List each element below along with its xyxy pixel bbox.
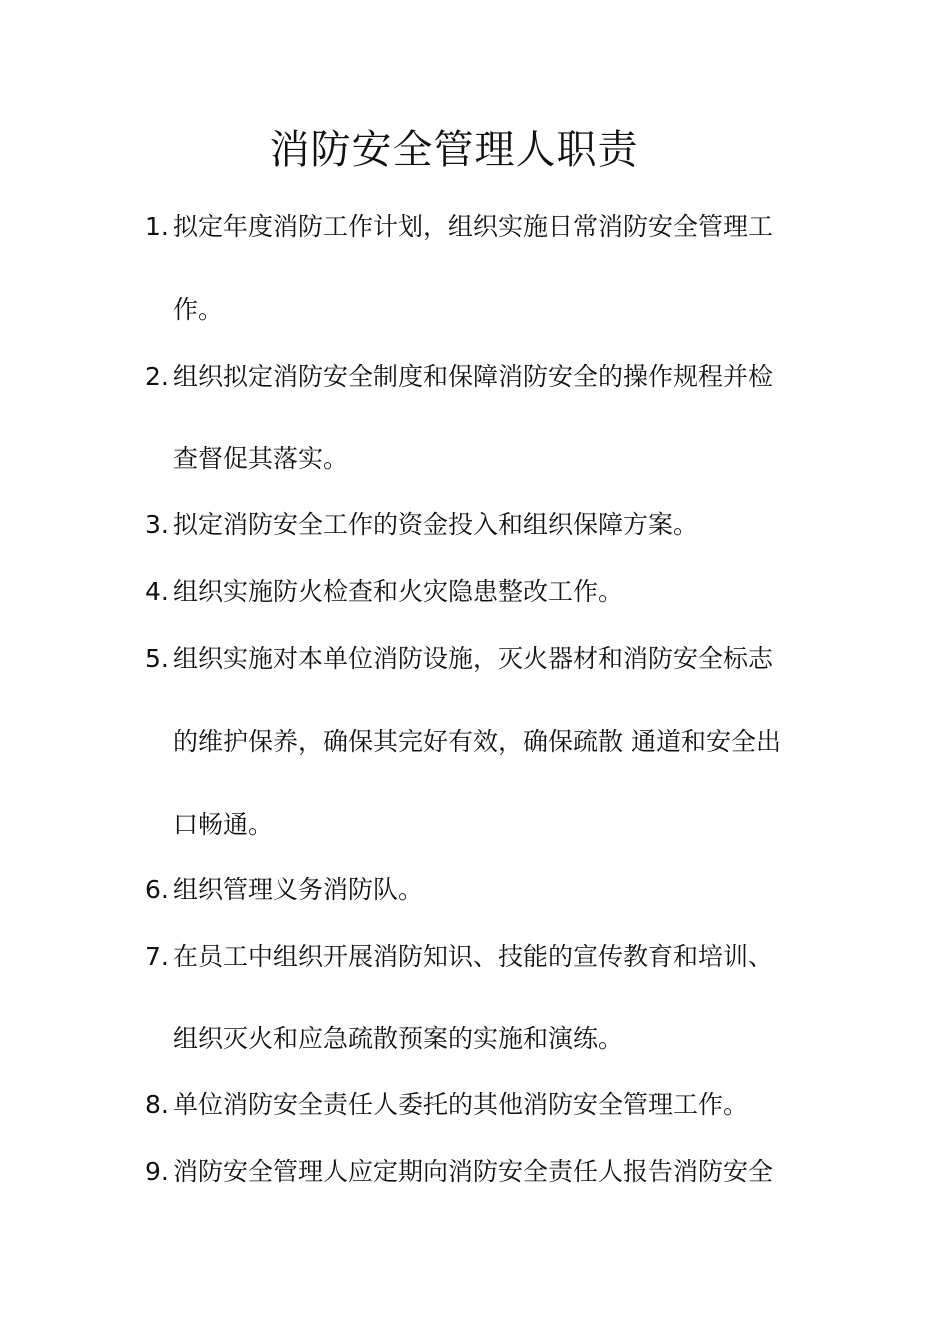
list-item-8-line-1 <box>145 1087 748 1123</box>
list-item-text: 在员工中组织开展消防知识、技能的宣传教育和培训、 <box>173 942 774 971</box>
list-item-9-line-1 <box>145 1154 773 1190</box>
list-item-number: 5. <box>145 644 169 673</box>
list-item-number: 7. <box>145 942 169 971</box>
list-item-text: 组织实施防火检查和火灾隐患整改工作。 <box>173 577 624 606</box>
list-item-3-line-1 <box>145 507 698 543</box>
list-item-text: 拟定消防安全工作的资金投入和组织保障方案。 <box>173 510 699 539</box>
list-item-2-line-1 <box>145 359 773 395</box>
list-item-2-line-2: 查督促其落实。 <box>173 444 349 473</box>
list-item-number: 6. <box>145 875 169 904</box>
list-item-1-line-1 <box>145 209 773 245</box>
list-item-number: 2. <box>145 362 169 391</box>
list-item-7-line-2: 组织灭火和应急疏散预案的实施和演练。 <box>173 1024 624 1053</box>
list-item-4-line-1 <box>145 574 623 610</box>
list-item-number: 8. <box>145 1090 169 1119</box>
list-item-text: 组织实施对本单位消防设施，灭火器材和消防安全标志 <box>173 644 774 673</box>
list-item-text: 组织管理义务消防队。 <box>173 875 424 904</box>
list-item-text: 拟定年度消防工作计划，组织实施日常消防安全管理工 <box>173 212 774 241</box>
list-item-1-line-2: 作。 <box>173 295 224 324</box>
list-item-5-line-2: 的维护保养，确保其完好有效，确保疏散 通道和安全出 <box>173 727 781 756</box>
list-item-text: 组织拟定消防安全制度和保障消防安全的操作规程并检 <box>173 362 774 391</box>
document-title: 消防安全管理人职责 <box>269 127 639 173</box>
list-item-5-line-3: 口畅通。 <box>173 810 274 839</box>
list-item-number: 1. <box>145 212 169 241</box>
list-item-6-line-1 <box>145 872 423 908</box>
list-item-text: 单位消防安全责任人委托的其他消防安全管理工作。 <box>173 1090 749 1119</box>
list-item-number: 4. <box>145 577 169 606</box>
list-item-text: 消防安全管理人应定期向消防安全责任人报告消防安全 <box>173 1157 774 1186</box>
list-item-number: 3. <box>145 510 169 539</box>
list-item-5-line-1 <box>145 641 773 677</box>
list-item-7-line-1 <box>145 939 773 975</box>
list-item-number: 9. <box>145 1157 169 1186</box>
